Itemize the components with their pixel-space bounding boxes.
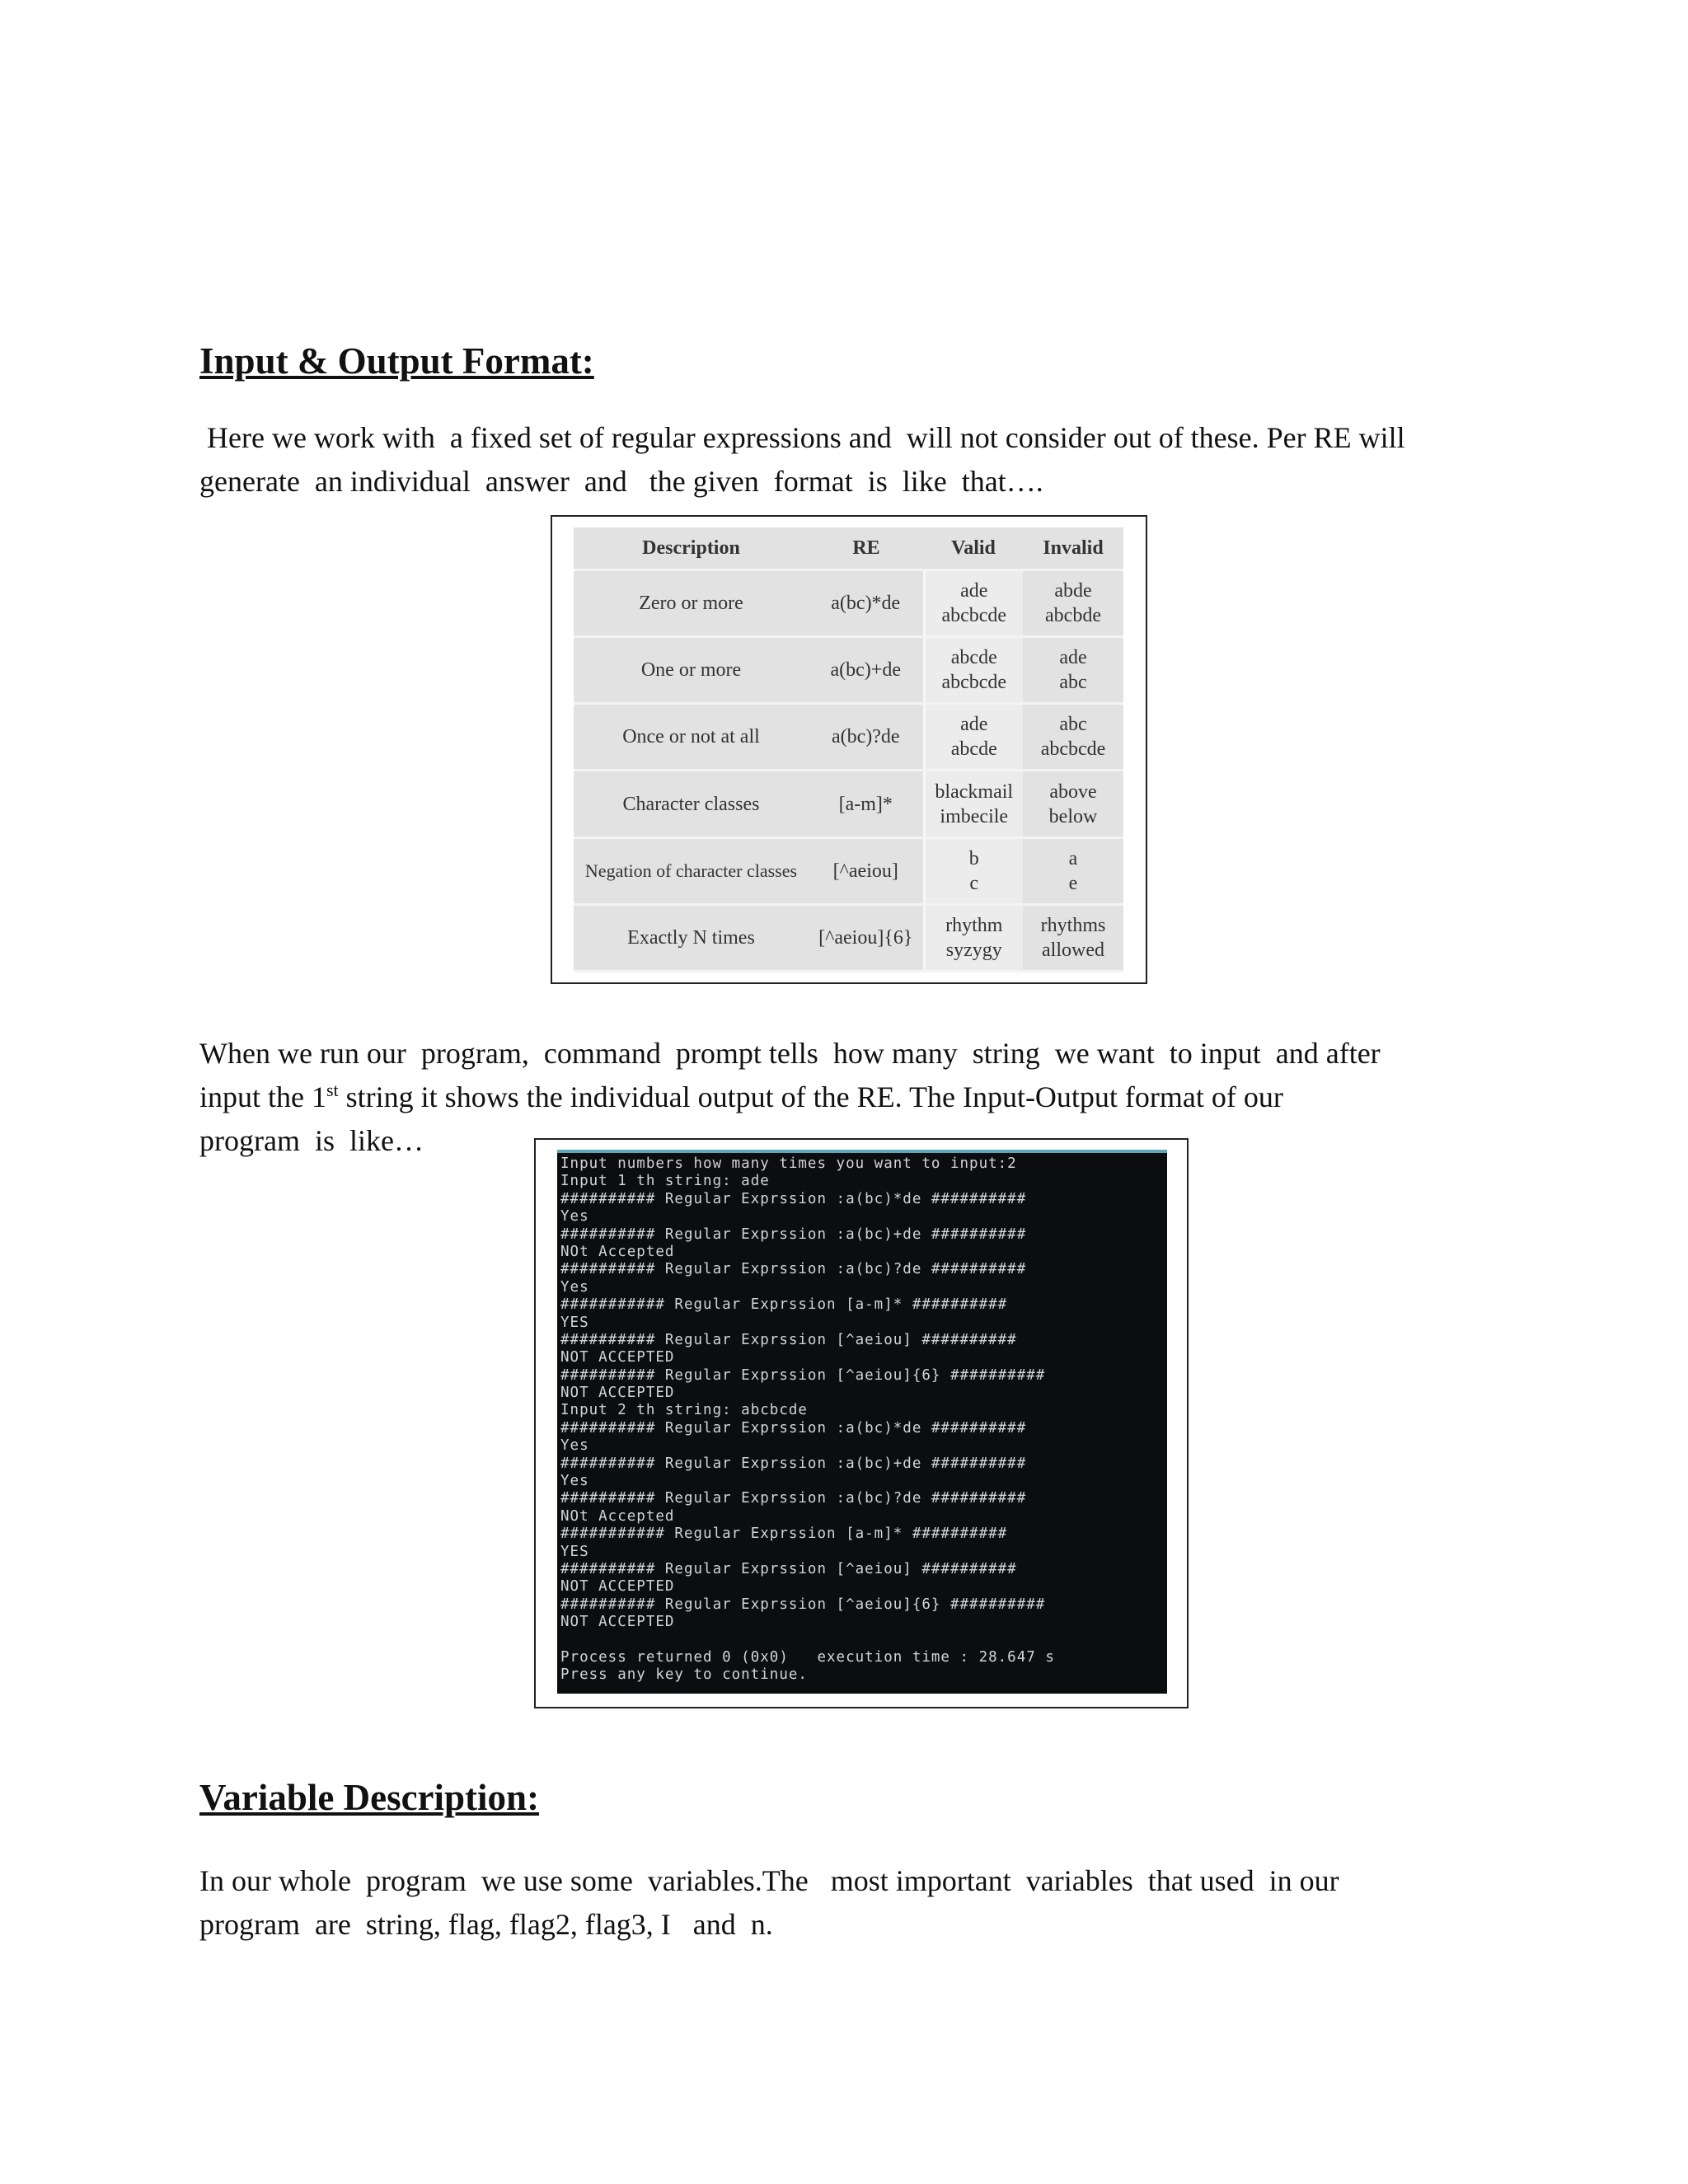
- invalid-example: ade: [1059, 647, 1087, 669]
- console-figure: [534, 1138, 1189, 1708]
- row-re: [a-m]*: [809, 771, 924, 837]
- row-re: a(bc)*de: [809, 570, 924, 637]
- console-line: Yes: [560, 1208, 589, 1226]
- console-line: Press any key to continue.: [560, 1666, 808, 1684]
- variable-paragraph: [199, 1859, 1452, 1947]
- invalid-example: abc: [1059, 714, 1087, 736]
- console-line: YES: [560, 1543, 589, 1560]
- console-line: ########## Regular Exprssion [^aeiou]{6} ##########: [560, 1366, 1046, 1384]
- re-table-header-row: [574, 527, 1123, 570]
- invalid-example: e: [1068, 872, 1078, 894]
- section-heading-variable-description: Variable Description:: [199, 1777, 540, 1818]
- invalid-example: rhythms: [1040, 914, 1106, 936]
- re-table: [574, 527, 1123, 972]
- row-description: Zero or more: [574, 570, 809, 637]
- row-description: Negation of character classes: [574, 837, 809, 904]
- invalid-example: abcbde: [1045, 605, 1101, 627]
- run-line-3: program is like…: [199, 1124, 424, 1157]
- valid-example: syzygy: [945, 939, 1002, 961]
- console-line: ########## Regular Exprssion :a(bc)?de ##########: [560, 1490, 1027, 1507]
- console-line: ########## Regular Exprssion :a(bc)*de ##########: [560, 1419, 1027, 1436]
- invalid-example: allowed: [1042, 939, 1104, 961]
- table-row: [574, 904, 1123, 971]
- console-line: ########## Regular Exprssion :a(bc)+de ##########: [560, 1226, 1027, 1243]
- re-table-image: [574, 527, 1123, 972]
- ordinal-suffix: st: [326, 1080, 339, 1100]
- intro-paragraph: [199, 416, 1452, 504]
- table-row: [574, 704, 1123, 771]
- valid-example: imbecile: [940, 805, 1009, 827]
- valid-example: abcbcde: [941, 605, 1007, 627]
- console-line: [560, 1632, 1164, 1649]
- variable-line-1: In our whole program we use some variables.The most important variables that used in our: [199, 1864, 1339, 1897]
- col-header-valid: Valid: [924, 527, 1023, 570]
- row-description: Exactly N times: [574, 904, 809, 971]
- console-line: NOt Accepted: [560, 1507, 675, 1525]
- run-line-2: [199, 1076, 1452, 1119]
- table-row: [574, 837, 1123, 904]
- valid-example: c: [969, 872, 979, 894]
- console-line: Input 2 th string: abcbcde: [560, 1402, 808, 1419]
- row-invalid: [1023, 771, 1123, 837]
- console-line: Yes: [560, 1278, 589, 1296]
- console-line: NOt Accepted: [560, 1243, 675, 1260]
- invalid-example: abcbcde: [1040, 738, 1106, 761]
- console-line: ########### Regular Exprssion [a-m]* ##########: [560, 1526, 1008, 1543]
- row-valid: [924, 904, 1023, 971]
- console-line: YES: [560, 1314, 589, 1331]
- row-valid: [924, 570, 1023, 637]
- console-line: ########## Regular Exprssion [^aeiou]{6} ##########: [560, 1596, 1046, 1613]
- console-line: Yes: [560, 1473, 589, 1490]
- col-header-invalid: Invalid: [1023, 527, 1123, 570]
- invalid-example: abde: [1054, 580, 1092, 602]
- row-re: [^aeiou]: [809, 837, 924, 904]
- row-invalid: [1023, 837, 1123, 904]
- run-line-2-end: string it shows the individual output of the RE. The Input-Output format of our: [338, 1080, 1283, 1113]
- console-line: Input 1 th string: ade: [560, 1173, 770, 1190]
- table-row: [574, 570, 1123, 637]
- console-line: Input numbers how many times you want to input:2: [560, 1155, 1017, 1172]
- row-invalid: [1023, 637, 1123, 704]
- row-invalid: [1023, 704, 1123, 771]
- re-table-figure: [551, 515, 1147, 984]
- col-header-description: Description: [574, 527, 809, 570]
- console-line: NOT ACCEPTED: [560, 1578, 675, 1596]
- row-valid: [924, 704, 1023, 771]
- valid-example: abcde: [950, 647, 997, 669]
- console-line: ########## Regular Exprssion [^aeiou] ##########: [560, 1331, 1017, 1348]
- col-header-re: RE: [809, 527, 924, 570]
- invalid-example: abc: [1059, 672, 1087, 694]
- run-line-1: When we run our program, command prompt tells how many string we want to input and after: [199, 1037, 1381, 1070]
- table-row: [574, 771, 1123, 837]
- console-window: [557, 1150, 1167, 1694]
- intro-line-1: Here we work with a fixed set of regular expressions and will not consider out of these. Per RE will: [199, 421, 1405, 454]
- row-re: [^aeiou]{6}: [809, 904, 924, 971]
- console-line: NOT ACCEPTED: [560, 1385, 675, 1402]
- row-valid: [924, 637, 1023, 704]
- console-line: Process returned 0 (0x0) execution time : 28.647 s: [560, 1648, 1055, 1666]
- section-heading-input-output: Input & Output Format:: [199, 340, 594, 382]
- row-re: a(bc)+de: [809, 637, 924, 704]
- valid-example: ade: [960, 714, 988, 736]
- invalid-example: a: [1068, 847, 1078, 869]
- console-line: NOT ACCEPTED: [560, 1614, 675, 1631]
- run-line-2-start: input the 1: [199, 1080, 326, 1113]
- valid-example: rhythm: [945, 914, 1003, 936]
- row-valid: [924, 837, 1023, 904]
- console-line: Yes: [560, 1437, 589, 1455]
- row-invalid: [1023, 570, 1123, 637]
- row-description: Character classes: [574, 771, 809, 837]
- valid-example: abcbcde: [941, 672, 1007, 694]
- valid-example: abcde: [950, 738, 997, 761]
- valid-example: blackmail: [935, 780, 1014, 803]
- row-valid: [924, 771, 1023, 837]
- row-description: Once or not at all: [574, 704, 809, 771]
- console-line: ########## Regular Exprssion :a(bc)*de ##########: [560, 1190, 1027, 1207]
- row-invalid: [1023, 904, 1123, 971]
- console-line: ########## Regular Exprssion :a(bc)?de ##########: [560, 1261, 1027, 1278]
- row-re: a(bc)?de: [809, 704, 924, 771]
- valid-example: b: [968, 847, 979, 869]
- console-line: ########## Regular Exprssion [^aeiou] ##########: [560, 1560, 1017, 1577]
- invalid-example: below: [1048, 805, 1098, 827]
- invalid-example: above: [1049, 780, 1097, 803]
- console-line: ########## Regular Exprssion :a(bc)+de ##########: [560, 1455, 1027, 1472]
- intro-line-2: generate an individual answer and the given format is like that….: [199, 465, 1043, 498]
- console-line: NOT ACCEPTED: [560, 1349, 675, 1366]
- variable-line-2: program are string, flag, flag2, flag3, I and n.: [199, 1908, 773, 1941]
- row-description: One or more: [574, 637, 809, 704]
- console-output: [560, 1155, 1164, 1685]
- valid-example: ade: [960, 580, 988, 602]
- console-line: ########### Regular Exprssion [a-m]* ##########: [560, 1296, 1008, 1314]
- table-row: [574, 637, 1123, 704]
